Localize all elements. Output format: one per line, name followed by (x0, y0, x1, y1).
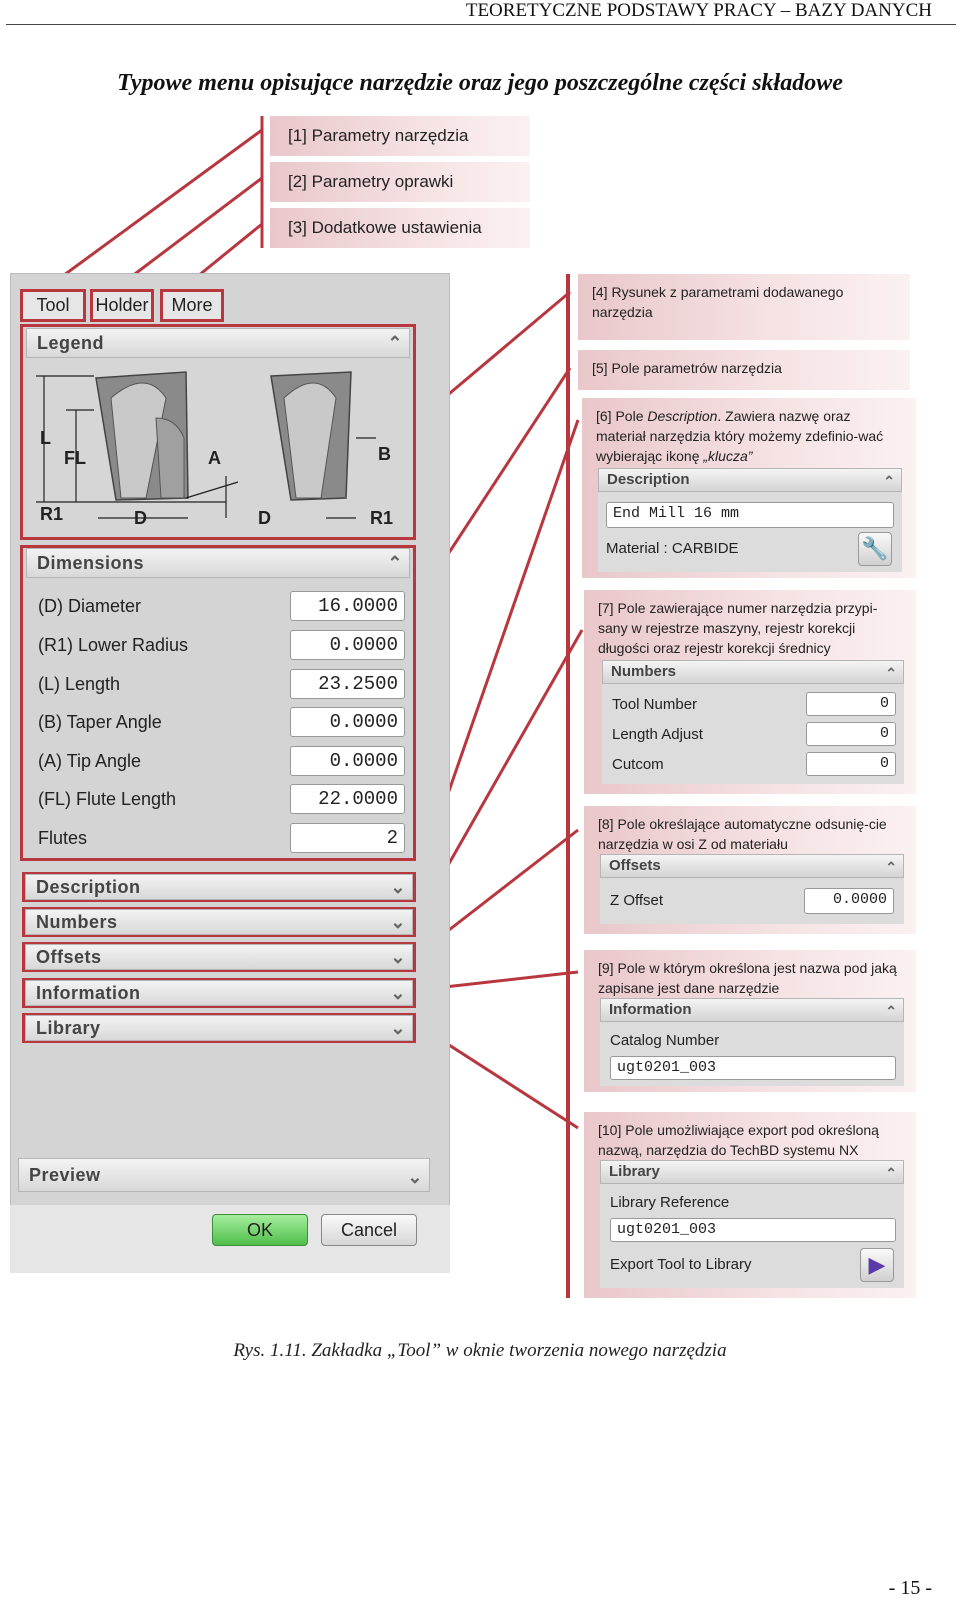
legend-label-R1-left: R1 (40, 504, 64, 524)
callout-description-text (596, 406, 902, 466)
wrench-icon[interactable]: 🔧 (858, 532, 892, 566)
callout-offsets-text: [8] Pole określające automatyczne odsunię-cie narzędzia w osi Z od materiału (598, 816, 887, 852)
library-reference-input[interactable]: ugt0201_003 (610, 1218, 896, 1242)
offsets-mini-header (600, 854, 904, 878)
numbers-mini-panel (602, 660, 904, 784)
flute-length-input[interactable]: 22.0000 (290, 784, 405, 814)
length-adjust-input[interactable]: 0 (806, 722, 896, 746)
end-mill-drawing (26, 358, 410, 536)
text-part: . Zawiera nazwę oraz materiał narzędzia który możemy zdefinio-wać wybierając ikonę (596, 408, 884, 464)
chevron-up-icon: ⌃ (885, 665, 897, 681)
callout-information-text: [9] Pole w którym określona jest nazwa pod jaką zapisane jest dane narzędzie (598, 960, 897, 996)
section-title: Library (36, 1018, 101, 1038)
legend-label-A: A (208, 448, 221, 468)
description-mini-panel (598, 468, 902, 572)
export-library-icon[interactable]: ▶ (860, 1248, 894, 1282)
section-title: Offsets (36, 947, 102, 967)
dimensions-title: Dimensions (37, 553, 145, 573)
running-header: TEORETYCZNE PODSTAWY PRACY – BAZY DANYCH (465, 0, 932, 21)
mini-title: Numbers (611, 663, 677, 680)
numbers-mini-header (602, 660, 904, 684)
tab-tool[interactable]: Tool (20, 289, 86, 322)
description-mini-header (598, 468, 902, 492)
dimension-label: (R1) Lower Radius (38, 635, 189, 655)
chevron-down-icon: ⌄ (390, 912, 406, 932)
callout-drawing: [4] Rysunek z parametrami dodawanego narzędzia (578, 274, 910, 340)
chevron-down-icon: ⌄ (390, 877, 406, 897)
mini-title: Offsets (609, 857, 661, 874)
callout-params-field: [5] Pole parametrów narzędzia (578, 350, 910, 390)
callout-numbers-text: [7] Pole zawierające numer narzędzia przypi-sany w rejestrze maszyny, rejestr korekcji długości oraz rejestr korekcji średnicy (598, 600, 878, 656)
dimension-label: (B) Taper Angle (38, 712, 162, 732)
information-section[interactable] (25, 980, 413, 1006)
preview-section[interactable] (18, 1158, 430, 1192)
legend-label-R1-right: R1 (370, 508, 394, 528)
text-part: [6] Pole (596, 408, 648, 424)
length-input[interactable]: 23.2500 (290, 669, 405, 699)
information-mini-header (600, 998, 904, 1022)
dimension-label: (A) Tip Angle (38, 751, 142, 771)
page-number: - 15 - (888, 1577, 932, 1599)
dimensions-header[interactable] (26, 548, 410, 578)
legend-title: Legend (37, 333, 105, 353)
flutes-input[interactable]: 2 (290, 823, 405, 853)
catalog-number-input[interactable]: ugt0201_003 (610, 1056, 896, 1080)
catalog-number-label: Catalog Number (610, 1032, 720, 1049)
library-reference-label: Library Reference (610, 1194, 730, 1211)
section-title: Description (36, 877, 141, 897)
text-italic: „klucza” (703, 448, 753, 464)
library-mini-panel (600, 1160, 904, 1288)
figure-caption: Rys. 1.11. Zakładka „Tool” w oknie tworzenia nowego narzędzia (233, 1340, 727, 1361)
chevron-down-icon: ⌄ (390, 983, 406, 1003)
legend-label-FL: FL (64, 448, 86, 468)
dimension-label: Flutes (38, 828, 88, 848)
tab-holder[interactable]: Holder (90, 289, 154, 322)
offsets-mini-panel (600, 854, 904, 924)
chevron-up-icon: ⌃ (885, 1003, 897, 1019)
offsets-section[interactable] (25, 944, 413, 970)
callout-holder-params: [2] Parametry oprawki (270, 162, 530, 202)
callout-tool-params: [1] Parametry narzędzia (270, 116, 530, 156)
callout-bracket (566, 274, 570, 1298)
legend-label-L: L (40, 428, 51, 448)
dimension-label: (D) Diameter (38, 596, 142, 616)
length-adjust-label: Length Adjust (612, 726, 703, 743)
information-mini-panel (600, 998, 904, 1086)
library-section[interactable] (25, 1015, 413, 1041)
figure-title: Typowe menu opisujące narzędzie oraz jego poszczególne części składowe (117, 70, 843, 96)
tip-angle-input[interactable]: 0.0000 (290, 746, 405, 776)
cutcom-label: Cutcom (612, 756, 664, 773)
z-offset-label: Z Offset (610, 892, 664, 909)
lower-radius-input[interactable]: 0.0000 (290, 630, 405, 660)
legend-drawing-area (26, 358, 410, 536)
mini-title: Information (609, 1001, 692, 1018)
chevron-up-icon: ⌃ (387, 333, 403, 353)
chevron-down-icon: ⌄ (390, 947, 406, 967)
cutcom-input[interactable]: 0 (806, 752, 896, 776)
description-section[interactable] (25, 874, 413, 900)
legend-label-D-left: D (134, 508, 147, 528)
text-italic: Description (647, 408, 718, 424)
tab-more[interactable]: More (160, 289, 224, 322)
tool-number-label: Tool Number (612, 696, 698, 713)
section-title: Numbers (36, 912, 118, 932)
library-mini-header (600, 1160, 904, 1184)
mini-title: Library (609, 1163, 660, 1180)
dimension-label: (L) Length (38, 674, 121, 694)
cancel-button[interactable]: Cancel (321, 1214, 417, 1246)
callout-extra-settings: [3] Dodatkowe ustawienia (270, 208, 530, 248)
preview-title: Preview (29, 1165, 101, 1185)
tool-number-input[interactable]: 0 (806, 692, 896, 716)
chevron-up-icon: ⌃ (387, 553, 403, 573)
legend-label-B: B (378, 444, 391, 464)
mini-title: Description (607, 471, 690, 488)
legend-header[interactable] (26, 328, 410, 358)
legend-label-D-right: D (258, 508, 271, 528)
chevron-up-icon: ⌃ (885, 859, 897, 875)
dimension-label: (FL) Flute Length (38, 789, 177, 809)
chevron-down-icon: ⌄ (407, 1167, 423, 1187)
callout-library-text: [10] Pole umożliwiające export pod określoną nazwą, narzędzia do TechBD systemu NX (598, 1122, 879, 1158)
description-input[interactable]: End Mill 16 mm (606, 502, 894, 528)
chevron-down-icon: ⌄ (390, 1018, 406, 1038)
chevron-up-icon: ⌃ (883, 473, 895, 489)
ok-button[interactable]: OK (212, 1214, 308, 1246)
taper-angle-input[interactable]: 0.0000 (290, 707, 405, 737)
chevron-up-icon: ⌃ (885, 1165, 897, 1181)
z-offset-input[interactable]: 0.0000 (804, 888, 894, 914)
diameter-input[interactable]: 16.0000 (290, 591, 405, 621)
section-title: Information (36, 983, 141, 1003)
export-label: Export Tool to Library (610, 1256, 752, 1273)
numbers-section[interactable] (25, 909, 413, 935)
material-label: Material : CARBIDE (606, 540, 739, 557)
